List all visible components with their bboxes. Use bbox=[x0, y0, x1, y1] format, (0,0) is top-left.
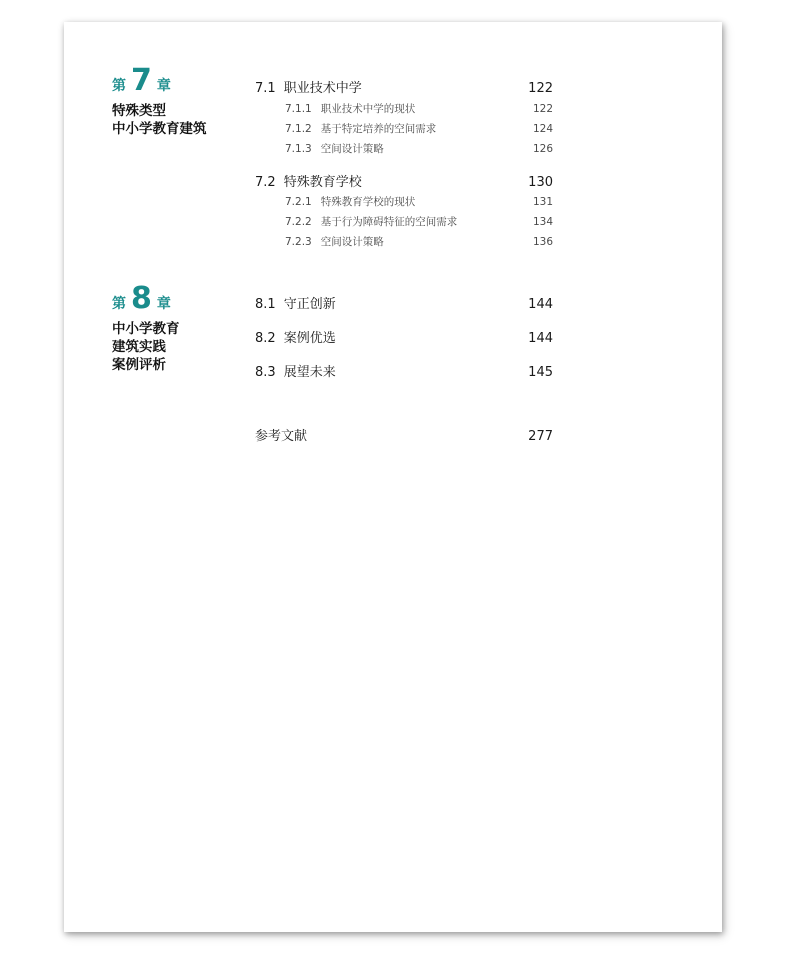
toc-entry-7-2-2[interactable] bbox=[285, 214, 553, 229]
toc-entry-8-3[interactable] bbox=[255, 361, 553, 380]
toc-entry-7-1[interactable] bbox=[255, 77, 553, 96]
section-number: 7.2 bbox=[255, 175, 276, 190]
page-number: 124 bbox=[532, 123, 553, 135]
chapter-title-line: 中小学教育 bbox=[112, 321, 180, 337]
toc-entry-7-2-3[interactable] bbox=[285, 234, 553, 249]
toc-entry-7-1-1[interactable] bbox=[285, 101, 553, 116]
references-label: 参考文献 bbox=[255, 429, 308, 444]
subsection-label: 基于行为障碍特征的空间需求 bbox=[320, 216, 458, 228]
section-label: 职业技术中学 bbox=[283, 81, 362, 96]
page-number: 144 bbox=[528, 297, 553, 312]
subsection-number: 7.1.2 bbox=[285, 123, 312, 135]
chapter-prefix: 第 bbox=[112, 78, 126, 94]
subsection-label: 空间设计策略 bbox=[320, 236, 384, 248]
section-label: 特殊教育学校 bbox=[283, 175, 362, 190]
subsection-number: 7.2.2 bbox=[285, 216, 312, 228]
section-label: 案例优选 bbox=[283, 331, 336, 346]
chapter-suffix: 章 bbox=[156, 78, 171, 94]
chapter-title-line: 特殊类型 bbox=[112, 103, 166, 119]
chapter-prefix: 第 bbox=[112, 296, 126, 312]
chapter-title bbox=[112, 320, 180, 374]
page-number: 130 bbox=[528, 175, 553, 190]
page-number: 131 bbox=[532, 196, 553, 208]
page-number: 144 bbox=[528, 331, 553, 346]
chapter-8-heading bbox=[112, 281, 180, 374]
subsection-label: 职业技术中学的现状 bbox=[320, 103, 416, 115]
section-number: 7.1 bbox=[255, 81, 276, 96]
chapter-title-line: 建筑实践 bbox=[112, 339, 166, 355]
chapter-number: 8 bbox=[131, 281, 152, 316]
chapter-title-line: 案例评析 bbox=[112, 357, 166, 373]
subsection-number: 7.2.3 bbox=[285, 236, 312, 248]
subsection-label: 基于特定培养的空间需求 bbox=[320, 123, 437, 135]
subsection-number: 7.2.1 bbox=[285, 196, 312, 208]
toc-entry-7-2[interactable] bbox=[255, 171, 553, 190]
page-number: 134 bbox=[532, 216, 553, 228]
toc-entry-8-1[interactable] bbox=[255, 293, 553, 312]
page-number: 122 bbox=[528, 81, 553, 96]
toc-entry-7-2-1[interactable] bbox=[285, 194, 553, 209]
section-number: 8.1 bbox=[255, 297, 276, 312]
document-page bbox=[64, 22, 722, 932]
page-number: 136 bbox=[532, 236, 553, 248]
chapter-number: 7 bbox=[131, 63, 152, 98]
subsection-label: 特殊教育学校的现状 bbox=[320, 196, 416, 208]
page-number: 145 bbox=[528, 365, 553, 380]
chapter-suffix: 章 bbox=[156, 296, 171, 312]
chapter-7-heading bbox=[112, 63, 207, 138]
toc-entry-7-1-3[interactable] bbox=[285, 141, 553, 156]
section-label: 展望未来 bbox=[283, 365, 336, 380]
subsection-number: 7.1.1 bbox=[285, 103, 312, 115]
toc-entry-8-2[interactable] bbox=[255, 327, 553, 346]
section-number: 8.2 bbox=[255, 331, 276, 346]
page-number: 122 bbox=[532, 103, 553, 115]
chapter-title bbox=[112, 102, 207, 138]
toc-entry-references[interactable] bbox=[255, 425, 553, 444]
subsection-number: 7.1.3 bbox=[285, 143, 312, 155]
chapter-title-line: 中小学教育建筑 bbox=[112, 121, 207, 137]
section-number: 8.3 bbox=[255, 365, 276, 380]
toc-entry-7-1-2[interactable] bbox=[285, 121, 553, 136]
subsection-label: 空间设计策略 bbox=[320, 143, 384, 155]
page-number: 126 bbox=[532, 143, 553, 155]
page-number: 277 bbox=[528, 429, 553, 444]
section-label: 守正创新 bbox=[283, 297, 336, 312]
